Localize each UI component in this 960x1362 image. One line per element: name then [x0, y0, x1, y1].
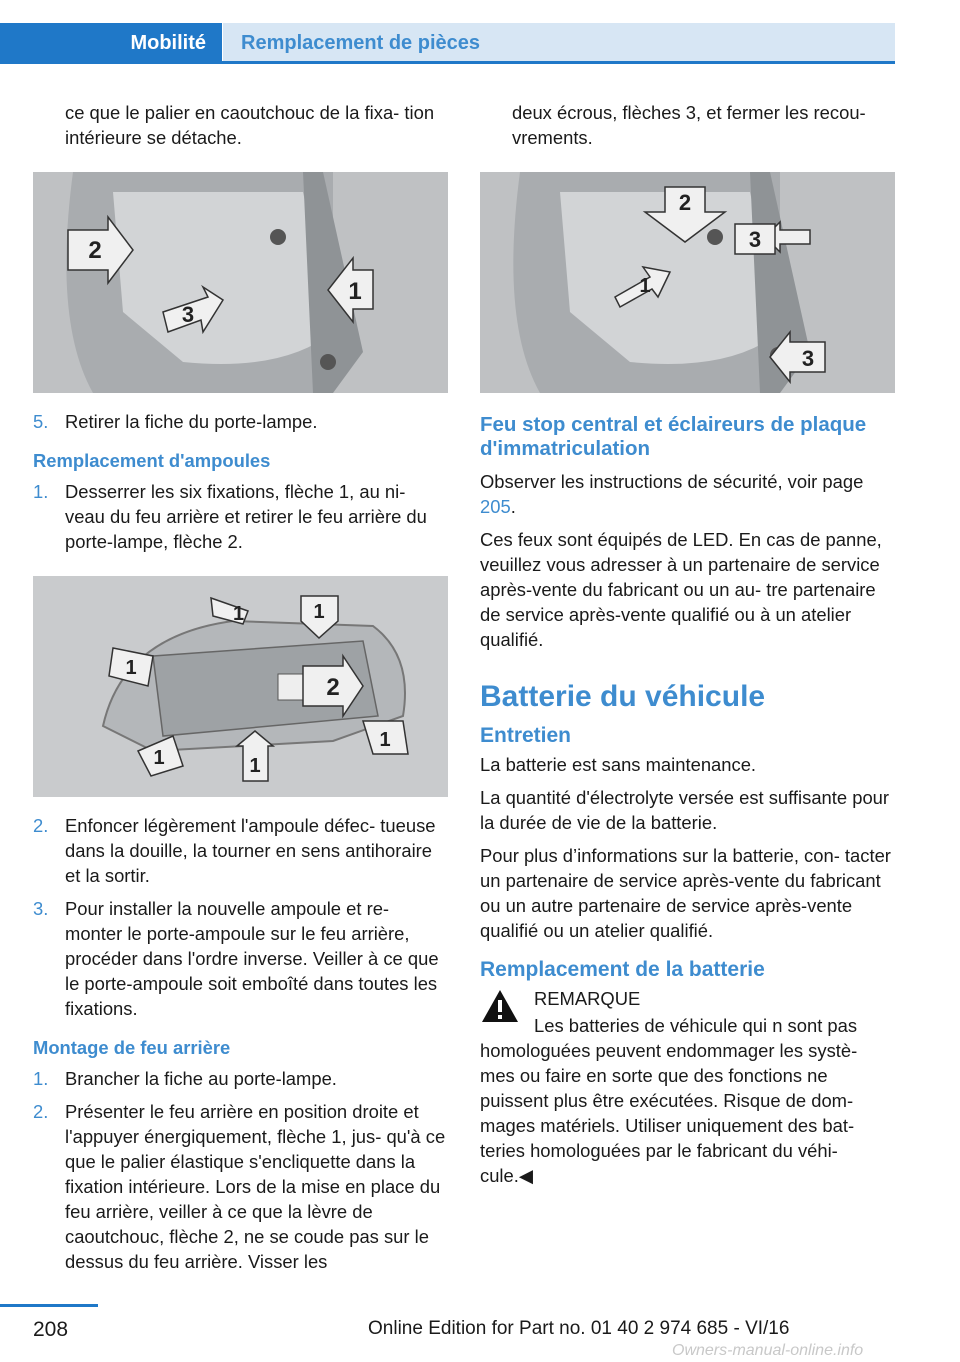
list-text: Retirer la fiche du porte-lampe. [65, 411, 318, 432]
warning-body: Les batteries de véhicule qui n sont pas homologuées peuvent endommager les systè‐ mes ou faire en sorte que des fonctions ne puissent plus être exécutées. Risque de dom‐ mages matériels. Utiliser uniquement des bat‐ teries homologuées par le fabricant du véhi‐ cule.◀ [480, 1015, 858, 1186]
safety-text: Observer les instructions de sécurité, voir page [480, 471, 864, 492]
list-item [33, 1099, 448, 1274]
list-text: Desserrer les six fixations, flèche 1, au ni‐ veau du feu arrière et retirer le feu arrière du porte-lampe, flèche 2. [65, 481, 427, 552]
heading-remplacement-ampoules: Remplacement d'ampoules [33, 450, 271, 471]
list-item [33, 409, 448, 434]
chapter-title-batterie: Batterie du véhicule [480, 680, 766, 713]
fig3-label-3a: 3 [748, 227, 762, 252]
fig2-label-1c: 1 [125, 657, 137, 679]
fig2-label-1e: 1 [249, 755, 261, 777]
maint-p1: La batterie est sans maintenance. [480, 754, 757, 775]
list-text: Présenter le feu arrière en position droite et l'appuyer énergiquement, flèche 1, jus‐ qu'à ce que le palier élastique s'encliquette dans la fixation intérieure. Lors de la mise en place du feu arrière, veiller à ce que la lèvre de caoutchouc, flèche 2, ne se coude pas sur le dessus du feu arrière. Visser les [65, 1101, 446, 1272]
fig3-label-1: 1 [639, 275, 651, 297]
warning-block [480, 986, 895, 1011]
watermark: Owners-manual-online.info [672, 1342, 864, 1359]
heading-entretien: Entretien [480, 724, 572, 747]
list-item [33, 813, 448, 888]
list-number: 1. [33, 481, 49, 502]
list-number: 2. [33, 815, 49, 836]
header-rule [0, 61, 895, 64]
list-item [33, 479, 448, 554]
fig3-label-3b: 3 [801, 346, 815, 371]
fig3-label-2: 2 [678, 190, 692, 215]
fig2-label-1d: 1 [153, 747, 165, 769]
warning-triangle-icon [480, 988, 520, 1024]
header-tab-remplacement[interactable]: Remplacement de pièces [223, 23, 895, 61]
left-column [33, 100, 448, 1282]
figure-bulb-holder [33, 576, 448, 797]
safety-end: . [510, 496, 516, 517]
list-text: Enfoncer légèrement l'ampoule défec‐ tueuse dans la douille, la tourner en sens antihoraire et la sortir. [65, 815, 436, 886]
right-intro: deux écrous, flèches 3, et fermer les recou‐ vrements. [512, 102, 866, 148]
list-number: 5. [33, 411, 49, 432]
fig1-label-2: 2 [88, 237, 102, 264]
led-paragraph: Ces feux sont équipés de LED. En cas de panne, veuillez vous adresser à un partenaire de service après-vente du fabricant ou un au‐ tre partenaire de service après-vente qualifié ou à un atelier qualifié. [480, 529, 882, 650]
page-link-205[interactable]: 205 [480, 496, 511, 517]
left-intro: ce que le palier en caoutchouc de la fixa‐ tion intérieure se détache. [65, 102, 435, 148]
warning-text [480, 1013, 895, 1188]
list-number: 1. [33, 1068, 49, 1089]
list-text: Brancher la fiche au porte-lampe. [65, 1068, 337, 1089]
safety-paragraph [480, 469, 895, 519]
edition-text: Online Edition for Part no. 01 40 2 974 685 - VI/16 [368, 1318, 790, 1339]
list-item [33, 896, 448, 1021]
maint-p3: Pour plus d’informations sur la batterie, con‐ tacter un partenaire de service après-vente du fabricant ou un autre partenaire de service après-vente qualifié ou un atelier qualifié. [480, 845, 891, 941]
fig2-label-1f: 1 [379, 729, 391, 751]
list-number: 3. [33, 898, 49, 919]
header-tab-mobilite[interactable]: Mobilité [0, 23, 222, 61]
section-title-feu-stop: Feu stop central et éclaireurs de plaque d'immatriculation [480, 413, 867, 460]
figure-taillight-fitting [480, 172, 895, 393]
maint-p2: La quantité d'électrolyte versée est suffisante pour la durée de vie de la batterie. [480, 787, 890, 833]
list-number: 2. [33, 1101, 49, 1122]
fig1-label-1: 1 [348, 278, 362, 305]
right-column [480, 100, 895, 1196]
figure-taillight-removal [33, 172, 448, 393]
fig2-label-1a: 1 [233, 603, 245, 625]
page-number: 208 [33, 1318, 69, 1341]
warning-title: REMARQUE [534, 988, 641, 1009]
fig2-label-2: 2 [326, 674, 340, 701]
heading-montage-feu: Montage de feu arrière [33, 1037, 231, 1058]
list-item [33, 1066, 448, 1091]
fig2-label-1b: 1 [313, 601, 325, 623]
footer-rule [0, 1304, 98, 1307]
fig1-label-3: 3 [181, 302, 195, 327]
heading-remplacement-batterie: Remplacement de la batterie [480, 958, 765, 981]
list-text: Pour installer la nouvelle ampoule et re‐ monter le porte-ampoule sur le feu arrière, procéder dans l'ordre inverse. Veiller à ce que le porte-ampoule soit emboîté dans toutes les fixations. [65, 898, 439, 1019]
